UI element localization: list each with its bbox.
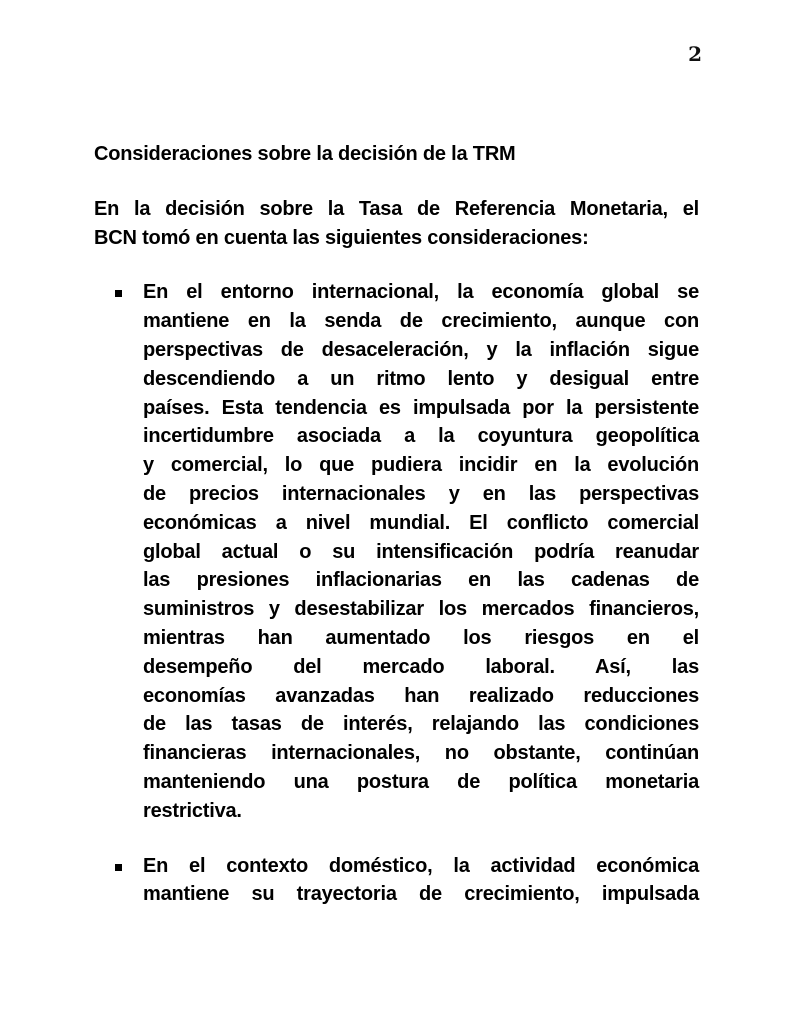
text-line: perspectivas de desaceleración, y la inflación sigue [143,338,699,361]
text-line: En la decisión sobre la Tasa de Referencia Monetaria, el [94,197,699,220]
text-line: manteniendo una postura de política monetaria [143,770,699,793]
bullet-marker-icon [115,864,122,871]
text-line: de precios internacionales y en las perspectivas [143,482,699,505]
text-line: global actual o su intensificación podría reanudar [143,540,699,563]
text-line: financieras internacionales, no obstante, continúan [143,742,699,765]
text-line: mientras han aumentado los riesgos en el [143,626,699,649]
text-line: BCN tomó en cuenta las siguientes consideraciones: [94,226,589,249]
text-line: En el entorno internacional, la economía global se [143,281,699,304]
text-line: desempeño del mercado laboral. Así, las [143,655,699,678]
paragraph [94,195,699,253]
text-line: restrictiva. [143,799,242,822]
text-line: las presiones inflacionarias en las cadenas de [143,569,699,592]
text-line: mantiene en la senda de crecimiento, aunque con [143,310,699,333]
text-line: En el contexto doméstico, la actividad económica [143,854,699,877]
heading [94,140,699,169]
bullet-marker-icon [115,290,122,297]
page-number: 2 [688,42,702,66]
text-line: economías avanzadas han realizado reducciones [143,684,699,707]
text-line: incertidumbre asociada a la coyuntura geopolítica [143,425,699,448]
document-content [94,140,699,909]
text-line: descendiendo a un ritmo lento y desigual entre [143,367,699,390]
text-line: y comercial, lo que pudiera incidir en la evolución [143,454,699,477]
text-line: suministros y desestabilizar los mercados financieros, [143,598,699,621]
text-line: Consideraciones sobre la decisión de la TRM [94,143,516,165]
text-line: mantiene su trayectoria de crecimiento, impulsada [143,883,699,906]
text-line: económicas a nivel mundial. El conflicto comercial [143,511,699,534]
text-line: países. Esta tendencia es impulsada por la persistente [143,396,699,419]
text-line: de las tasas de interés, relajando las condiciones [143,713,699,736]
bullet-item [94,852,699,910]
bullet-item [94,278,699,825]
